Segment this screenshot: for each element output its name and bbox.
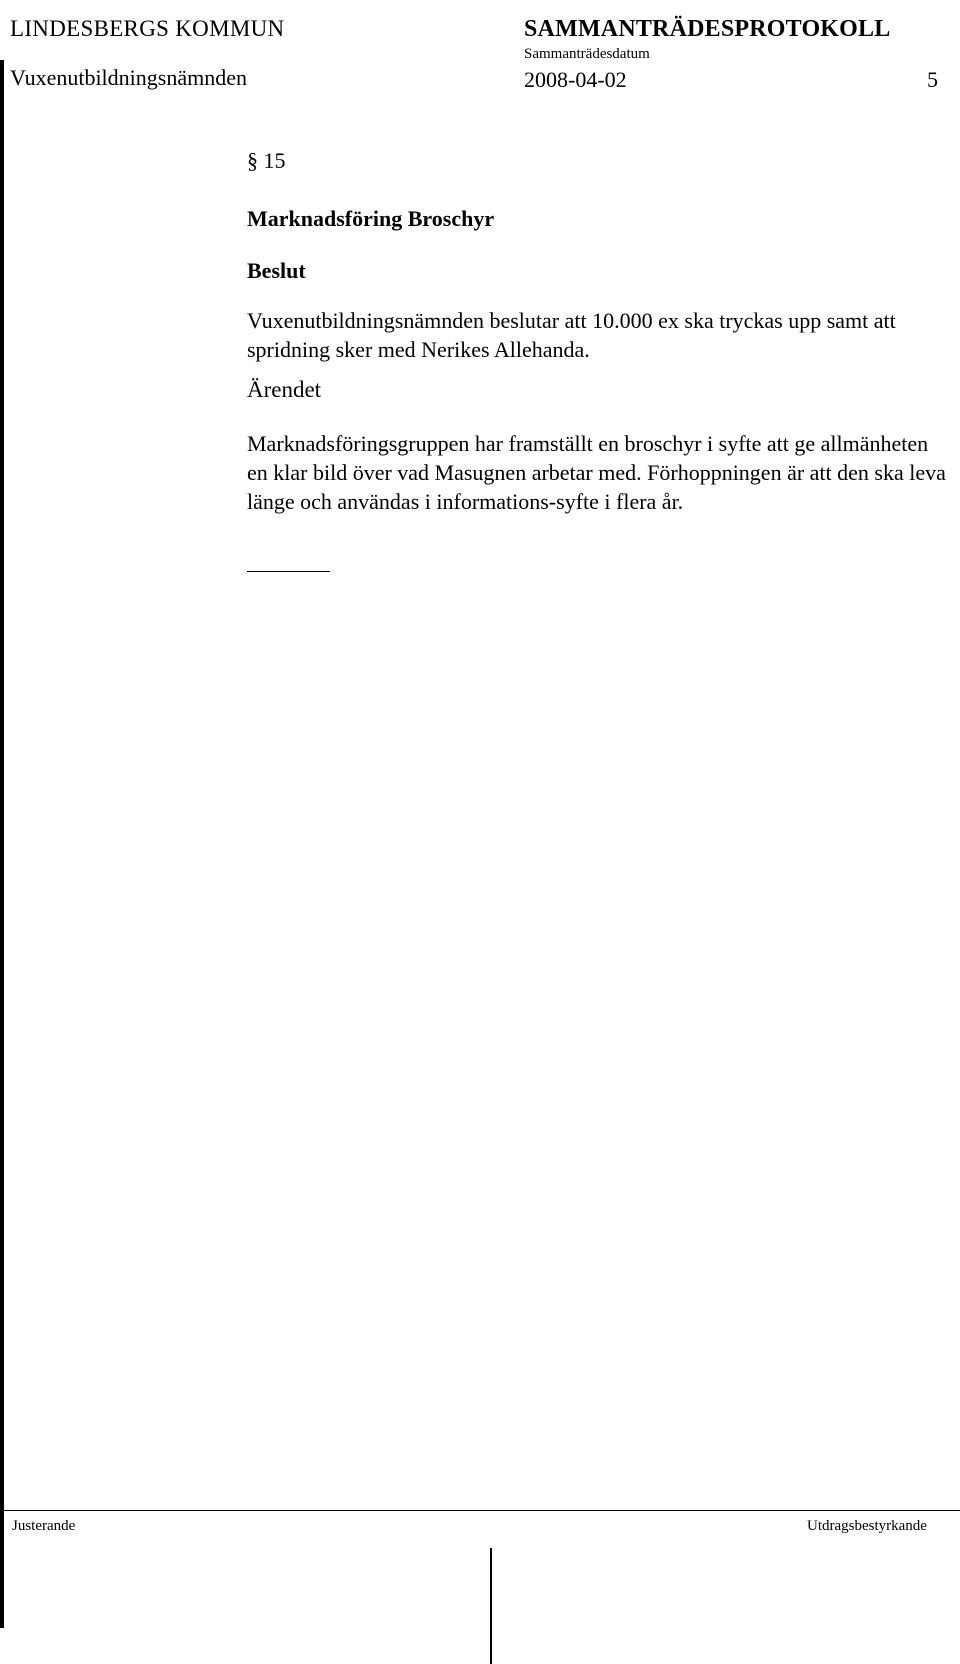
- footer-utdragsbestyrkande-label: Utdragsbestyrkande: [807, 1518, 927, 1534]
- committee-name: Vuxenutbildningsnämnden: [10, 65, 247, 90]
- section-end-rule: [247, 571, 330, 572]
- decision-heading: Beslut: [247, 258, 306, 283]
- footer-justerande-label: Justerande: [12, 1518, 76, 1534]
- matter-heading: Ärendet: [247, 377, 322, 402]
- page-number: 5: [927, 67, 938, 92]
- meeting-date-label: Sammanträdesdatum: [524, 46, 650, 62]
- left-margin-rule: [0, 60, 4, 1628]
- decision-text: Vuxenutbildningsnämnden beslutar att 10.000 ex ska tryckas upp samt att spridning sker med Nerikes Allehanda.: [247, 308, 896, 362]
- document-type-title: SAMMANTRÄDESPROTOKOLL: [524, 16, 891, 42]
- protocol-section: [247, 148, 947, 572]
- meeting-date: 2008-04-02: [524, 67, 627, 92]
- footer-rule: [0, 1510, 960, 1511]
- section-number: § 15: [247, 148, 286, 173]
- municipality-name: LINDESBERGS KOMMUN: [10, 16, 285, 41]
- section-title: Marknadsföring Broschyr: [247, 206, 495, 231]
- signature-divider: [490, 1548, 492, 1664]
- matter-text: Marknadsföringsgruppen har framställt en broschyr i syfte att ge allmänheten en klar bild över vad Masugnen arbetar med. Förhoppningen är att den ska leva länge och användas i informations-syfte i flera år.: [247, 431, 946, 514]
